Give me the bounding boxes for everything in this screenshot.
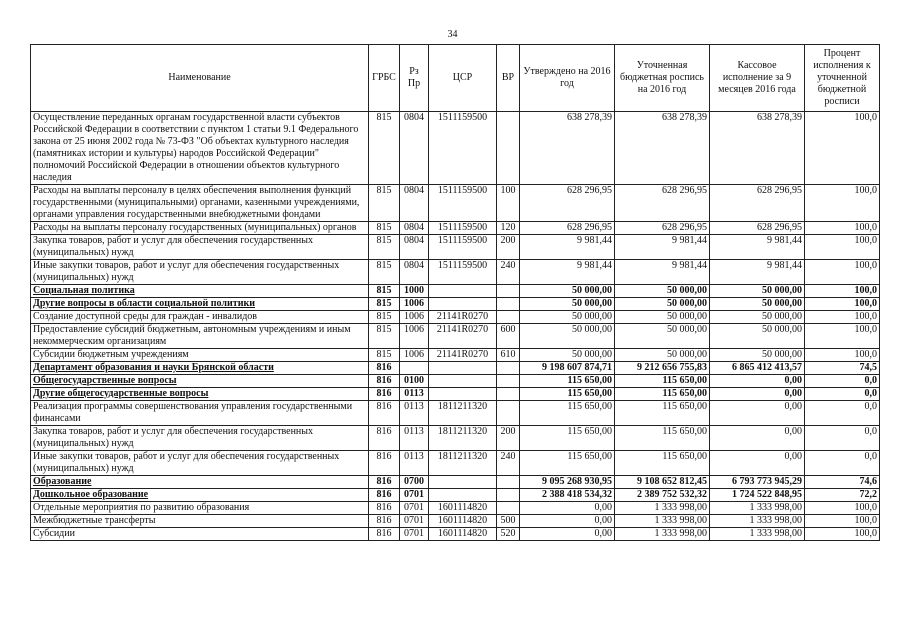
cell-percent: 74,5 [805, 362, 880, 375]
cell-grbs: 816 [369, 515, 400, 528]
cell-approved: 115 650,00 [520, 375, 615, 388]
table-row [31, 375, 880, 388]
cell-rzpr: 0100 [400, 375, 429, 388]
cell-cash: 638 278,39 [710, 112, 805, 185]
cell-refined: 50 000,00 [615, 285, 710, 298]
cell-rzpr: 1006 [400, 311, 429, 324]
cell-csr [429, 285, 497, 298]
cell-cash: 1 333 998,00 [710, 528, 805, 541]
cell-percent: 0,0 [805, 375, 880, 388]
cell-percent: 0,0 [805, 451, 880, 476]
cell-name: Другие вопросы в области социальной политики [31, 298, 369, 311]
cell-percent: 100,0 [805, 235, 880, 260]
cell-csr: 1601114820 [429, 528, 497, 541]
cell-rzpr: 0804 [400, 260, 429, 285]
table-row [31, 298, 880, 311]
cell-csr [429, 388, 497, 401]
header-approved: Утверждено на 2016 год [520, 45, 615, 112]
table-row [31, 528, 880, 541]
cell-vr [497, 285, 520, 298]
cell-cash: 0,00 [710, 426, 805, 451]
cell-vr: 100 [497, 185, 520, 222]
cell-approved: 9 095 268 930,95 [520, 476, 615, 489]
cell-csr: 1511159500 [429, 185, 497, 222]
cell-percent: 100,0 [805, 298, 880, 311]
cell-rzpr: 0113 [400, 401, 429, 426]
cell-csr [429, 298, 497, 311]
cell-csr [429, 476, 497, 489]
cell-rzpr: 0113 [400, 426, 429, 451]
cell-rzpr: 1006 [400, 298, 429, 311]
table-row [31, 185, 880, 222]
cell-name: Департамент образования и науки Брянской области [31, 362, 369, 375]
cell-cash: 50 000,00 [710, 311, 805, 324]
table-row [31, 388, 880, 401]
cell-refined: 115 650,00 [615, 451, 710, 476]
cell-rzpr: 0804 [400, 112, 429, 185]
cell-csr: 21141R0270 [429, 311, 497, 324]
cell-vr: 500 [497, 515, 520, 528]
cell-csr: 1811211320 [429, 451, 497, 476]
cell-percent: 0,0 [805, 388, 880, 401]
table-row [31, 502, 880, 515]
cell-cash: 628 296,95 [710, 222, 805, 235]
cell-grbs: 815 [369, 298, 400, 311]
cell-percent: 100,0 [805, 260, 880, 285]
cell-name: Общегосударственные вопросы [31, 375, 369, 388]
cell-csr: 21141R0270 [429, 349, 497, 362]
header-rzpr: Рз Пр [400, 45, 429, 112]
cell-name: Создание доступной среды для граждан - инвалидов [31, 311, 369, 324]
cell-refined: 50 000,00 [615, 311, 710, 324]
cell-approved: 9 981,44 [520, 235, 615, 260]
table-row [31, 426, 880, 451]
cell-grbs: 816 [369, 401, 400, 426]
cell-approved: 50 000,00 [520, 285, 615, 298]
cell-cash: 0,00 [710, 388, 805, 401]
cell-refined: 115 650,00 [615, 426, 710, 451]
cell-name: Иные закупки товаров, работ и услуг для обеспечения государственных (муниципальных) нужд [31, 260, 369, 285]
cell-approved: 115 650,00 [520, 426, 615, 451]
cell-rzpr: 1006 [400, 349, 429, 362]
cell-grbs: 815 [369, 185, 400, 222]
cell-refined: 9 981,44 [615, 260, 710, 285]
cell-rzpr: 0804 [400, 235, 429, 260]
header-csr: ЦСР [429, 45, 497, 112]
cell-grbs: 816 [369, 451, 400, 476]
cell-rzpr: 0804 [400, 185, 429, 222]
cell-approved: 50 000,00 [520, 298, 615, 311]
table-body [31, 112, 880, 541]
cell-grbs: 816 [369, 375, 400, 388]
cell-refined: 9 212 656 755,83 [615, 362, 710, 375]
cell-name: Образование [31, 476, 369, 489]
cell-cash: 6 793 773 945,29 [710, 476, 805, 489]
cell-refined: 628 296,95 [615, 185, 710, 222]
cell-refined: 638 278,39 [615, 112, 710, 185]
cell-vr: 240 [497, 260, 520, 285]
cell-approved: 50 000,00 [520, 349, 615, 362]
table-row [31, 112, 880, 185]
budget-table [30, 44, 880, 541]
cell-cash: 628 296,95 [710, 185, 805, 222]
cell-rzpr: 0113 [400, 388, 429, 401]
header-vr: ВР [497, 45, 520, 112]
cell-percent: 100,0 [805, 185, 880, 222]
cell-name: Субсидии [31, 528, 369, 541]
cell-vr [497, 489, 520, 502]
cell-grbs: 815 [369, 311, 400, 324]
cell-percent: 100,0 [805, 528, 880, 541]
cell-cash: 0,00 [710, 401, 805, 426]
cell-csr: 1511159500 [429, 222, 497, 235]
cell-refined: 2 389 752 532,32 [615, 489, 710, 502]
cell-csr: 1511159500 [429, 112, 497, 185]
cell-grbs: 816 [369, 426, 400, 451]
cell-refined: 115 650,00 [615, 375, 710, 388]
cell-name: Осуществление переданных органам государственной власти субъектов Российской Федерации в соответствии с пунктом 1 статьи 9.1 Федерального закона от 25 июня 2002 года № 73-ФЗ "Об объектах культурного наследия (памятниках истории и культуры) народов Российской Федерации" полномочий Российской Федерации в отношении объектов культурного наследия [31, 112, 369, 185]
cell-vr [497, 476, 520, 489]
cell-approved: 50 000,00 [520, 324, 615, 349]
cell-approved: 0,00 [520, 502, 615, 515]
cell-grbs: 815 [369, 235, 400, 260]
cell-rzpr: 0804 [400, 222, 429, 235]
cell-name: Социальная политика [31, 285, 369, 298]
cell-vr: 200 [497, 235, 520, 260]
cell-vr [497, 311, 520, 324]
table-row [31, 401, 880, 426]
cell-name: Реализация программы совершенствования управления государственными финансами [31, 401, 369, 426]
table-row [31, 515, 880, 528]
cell-rzpr: 0113 [400, 451, 429, 476]
cell-refined: 9 108 652 812,45 [615, 476, 710, 489]
cell-refined: 50 000,00 [615, 298, 710, 311]
cell-percent: 100,0 [805, 349, 880, 362]
cell-percent: 100,0 [805, 324, 880, 349]
cell-cash: 1 724 522 848,95 [710, 489, 805, 502]
table-row [31, 324, 880, 349]
cell-refined: 1 333 998,00 [615, 502, 710, 515]
cell-grbs: 816 [369, 476, 400, 489]
cell-grbs: 815 [369, 324, 400, 349]
cell-approved: 115 650,00 [520, 388, 615, 401]
cell-name: Дошкольное образование [31, 489, 369, 502]
cell-grbs: 816 [369, 502, 400, 515]
table-row [31, 260, 880, 285]
cell-cash: 6 865 412 413,57 [710, 362, 805, 375]
cell-name: Расходы на выплаты персоналу государственных (муниципальных) органов [31, 222, 369, 235]
cell-refined: 628 296,95 [615, 222, 710, 235]
cell-grbs: 815 [369, 112, 400, 185]
cell-rzpr [400, 362, 429, 375]
cell-name: Предоставление субсидий бюджетным, автономным учреждениям и иным некоммерческим организациям [31, 324, 369, 349]
cell-rzpr: 0700 [400, 476, 429, 489]
cell-refined: 115 650,00 [615, 401, 710, 426]
cell-approved: 9 198 607 874,71 [520, 362, 615, 375]
cell-approved: 638 278,39 [520, 112, 615, 185]
cell-rzpr: 0701 [400, 528, 429, 541]
cell-vr [497, 298, 520, 311]
cell-approved: 0,00 [520, 528, 615, 541]
cell-rzpr: 1000 [400, 285, 429, 298]
cell-name: Закупка товаров, работ и услуг для обеспечения государственных (муниципальных) нужд [31, 235, 369, 260]
cell-grbs: 816 [369, 388, 400, 401]
cell-refined: 1 333 998,00 [615, 515, 710, 528]
cell-refined: 50 000,00 [615, 349, 710, 362]
cell-vr [497, 388, 520, 401]
header-refined: Уточненная бюджетная роспись на 2016 год [615, 45, 710, 112]
cell-approved: 115 650,00 [520, 401, 615, 426]
cell-grbs: 815 [369, 222, 400, 235]
table-row [31, 235, 880, 260]
cell-cash: 1 333 998,00 [710, 502, 805, 515]
cell-percent: 74,6 [805, 476, 880, 489]
cell-name: Иные закупки товаров, работ и услуг для обеспечения государственных (муниципальных) нужд [31, 451, 369, 476]
cell-csr: 1811211320 [429, 401, 497, 426]
cell-refined: 115 650,00 [615, 388, 710, 401]
cell-approved: 0,00 [520, 515, 615, 528]
cell-name: Другие общегосударственные вопросы [31, 388, 369, 401]
cell-name: Отдельные мероприятия по развитию образования [31, 502, 369, 515]
cell-name: Закупка товаров, работ и услуг для обеспечения государственных (муниципальных) нужд [31, 426, 369, 451]
cell-rzpr: 0701 [400, 515, 429, 528]
cell-csr: 1601114820 [429, 515, 497, 528]
cell-rzpr: 0701 [400, 502, 429, 515]
cell-vr [497, 401, 520, 426]
cell-csr: 1511159500 [429, 260, 497, 285]
cell-csr: 1511159500 [429, 235, 497, 260]
cell-approved: 115 650,00 [520, 451, 615, 476]
cell-grbs: 816 [369, 489, 400, 502]
cell-percent: 100,0 [805, 515, 880, 528]
cell-vr: 600 [497, 324, 520, 349]
table-row [31, 451, 880, 476]
header-grbs: ГРБС [369, 45, 400, 112]
cell-cash: 9 981,44 [710, 260, 805, 285]
cell-cash: 1 333 998,00 [710, 515, 805, 528]
page-number: 34 [447, 29, 458, 40]
cell-csr [429, 375, 497, 388]
cell-cash: 9 981,44 [710, 235, 805, 260]
cell-vr: 520 [497, 528, 520, 541]
cell-percent: 100,0 [805, 112, 880, 185]
cell-percent: 72,2 [805, 489, 880, 502]
cell-percent: 100,0 [805, 502, 880, 515]
cell-refined: 9 981,44 [615, 235, 710, 260]
cell-grbs: 816 [369, 362, 400, 375]
table-row [31, 476, 880, 489]
cell-cash: 0,00 [710, 451, 805, 476]
header-name: Наименование [31, 45, 369, 112]
cell-approved: 628 296,95 [520, 222, 615, 235]
cell-approved: 50 000,00 [520, 311, 615, 324]
table-row [31, 362, 880, 375]
table-row [31, 222, 880, 235]
cell-vr [497, 362, 520, 375]
cell-cash: 50 000,00 [710, 324, 805, 349]
cell-vr [497, 502, 520, 515]
cell-approved: 628 296,95 [520, 185, 615, 222]
cell-percent: 100,0 [805, 285, 880, 298]
table-header-row [31, 45, 880, 112]
table-row [31, 311, 880, 324]
cell-csr: 1811211320 [429, 426, 497, 451]
cell-grbs: 816 [369, 528, 400, 541]
table-row [31, 349, 880, 362]
cell-vr: 120 [497, 222, 520, 235]
table-row [31, 285, 880, 298]
cell-grbs: 815 [369, 349, 400, 362]
cell-name: Межбюджетные трансферты [31, 515, 369, 528]
cell-vr: 240 [497, 451, 520, 476]
cell-vr [497, 112, 520, 185]
header-cash: Кассовое исполнение за 9 месяцев 2016 года [710, 45, 805, 112]
cell-vr: 200 [497, 426, 520, 451]
cell-grbs: 815 [369, 285, 400, 298]
cell-refined: 1 333 998,00 [615, 528, 710, 541]
cell-approved: 2 388 418 534,32 [520, 489, 615, 502]
cell-grbs: 815 [369, 260, 400, 285]
cell-csr: 1601114820 [429, 502, 497, 515]
cell-rzpr: 0701 [400, 489, 429, 502]
cell-vr: 610 [497, 349, 520, 362]
cell-rzpr: 1006 [400, 324, 429, 349]
cell-percent: 0,0 [805, 426, 880, 451]
cell-name: Расходы на выплаты персоналу в целях обеспечения выполнения функций государственными (муниципальными) органами, казенными учреждениями, органами управления государственными внебюджетными фондами [31, 185, 369, 222]
cell-percent: 100,0 [805, 222, 880, 235]
cell-cash: 0,00 [710, 375, 805, 388]
cell-csr [429, 362, 497, 375]
cell-vr [497, 375, 520, 388]
cell-cash: 50 000,00 [710, 349, 805, 362]
cell-percent: 0,0 [805, 401, 880, 426]
cell-cash: 50 000,00 [710, 285, 805, 298]
cell-approved: 9 981,44 [520, 260, 615, 285]
cell-name: Субсидии бюджетным учреждениям [31, 349, 369, 362]
cell-refined: 50 000,00 [615, 324, 710, 349]
cell-cash: 50 000,00 [710, 298, 805, 311]
cell-percent: 100,0 [805, 311, 880, 324]
cell-csr [429, 489, 497, 502]
header-percent: Процент исполнения к уточненной бюджетной росписи [805, 45, 880, 112]
table-row [31, 489, 880, 502]
cell-csr: 21141R0270 [429, 324, 497, 349]
